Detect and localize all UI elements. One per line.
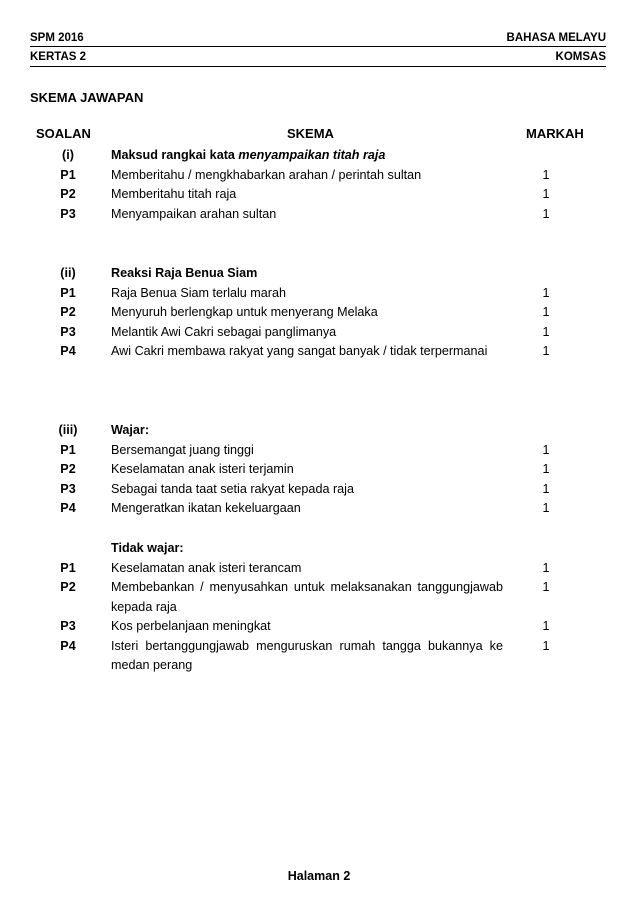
header-rule — [30, 46, 606, 47]
point-mark: 1 — [542, 580, 550, 594]
column-header-markah: MARKAH — [526, 126, 584, 141]
column-headers — [0, 126, 638, 144]
point-code: P1 — [60, 442, 76, 457]
point-mark: 1 — [542, 619, 550, 633]
point-code: P3 — [60, 206, 76, 221]
point-code: P2 — [60, 462, 76, 476]
answer-point-row — [0, 480, 638, 500]
section-heading-row — [0, 539, 638, 559]
header-rule — [30, 66, 606, 67]
header-row-2 — [30, 51, 606, 67]
point-code: P2 — [60, 305, 76, 319]
answer-section — [0, 539, 638, 676]
heading-italic-text: menyampaikan titah raja — [238, 148, 386, 162]
point-code: P1 — [60, 167, 76, 182]
point-code: P3 — [60, 481, 76, 496]
answer-point-row — [0, 342, 638, 362]
point-mark: 1 — [542, 167, 550, 182]
section-heading-row — [0, 421, 638, 441]
point-mark: 1 — [542, 638, 550, 653]
point-text: Memberitahu titah raja — [111, 187, 237, 201]
section-heading-row — [0, 146, 638, 166]
section-heading — [111, 146, 503, 166]
point-text: Bersemangat juang tinggi — [111, 442, 254, 457]
component-label: KOMSAS — [555, 51, 606, 63]
section-heading: Reaksi Raja Benua Siam — [111, 266, 258, 280]
answer-point-row — [0, 617, 638, 637]
answer-point-row — [0, 578, 638, 617]
point-mark: 1 — [542, 462, 550, 476]
point-text: Raja Benua Siam terlalu marah — [111, 285, 287, 300]
point-mark: 1 — [542, 187, 550, 201]
point-code: P1 — [60, 560, 76, 575]
point-code: P1 — [60, 285, 76, 300]
point-code: P2 — [60, 580, 76, 594]
answer-point-row — [0, 185, 638, 205]
exam-label: SPM 2016 — [30, 32, 84, 44]
point-code: P3 — [60, 324, 76, 339]
point-text: Menyuruh berlengkap untuk menyerang Melaka — [111, 305, 378, 319]
answer-point-row — [0, 323, 638, 343]
point-mark: 1 — [542, 344, 550, 358]
answer-point-row — [0, 166, 638, 186]
point-text: Keselamatan anak isteri terjamin — [111, 462, 294, 476]
point-mark: 1 — [542, 324, 550, 339]
point-text: Sebagai tanda taat setia rakyat kepada raja — [111, 481, 354, 496]
answer-point-row — [0, 499, 638, 519]
point-mark: 1 — [542, 481, 550, 496]
point-code: P4 — [60, 501, 76, 515]
answer-section — [0, 146, 638, 224]
point-text: Menyampaikan arahan sultan — [111, 206, 277, 221]
subject-label: BAHASA MELAYU — [506, 32, 606, 44]
section-heading: Tidak wajar: — [111, 541, 184, 555]
answer-point-row — [0, 303, 638, 323]
answer-section — [0, 264, 638, 362]
question-number: (ii) — [60, 266, 76, 280]
point-mark: 1 — [542, 501, 550, 515]
point-code: P4 — [60, 638, 76, 653]
point-code: P2 — [60, 187, 76, 201]
column-header-soalan: SOALAN — [36, 126, 91, 141]
answer-point-row — [0, 441, 638, 461]
answer-point-row — [0, 205, 638, 225]
point-code: P3 — [60, 619, 76, 633]
point-text: Melantik Awi Cakri sebagai panglimanya — [111, 324, 337, 339]
point-mark: 1 — [542, 560, 550, 575]
heading-text: Maksud rangkai kata — [111, 148, 239, 162]
paper-label: KERTAS 2 — [30, 51, 87, 63]
point-text: Awi Cakri membawa rakyat yang sangat banyak / tidak terpermanai — [111, 344, 488, 358]
point-text: Isteri bertanggungjawab menguruskan rumah tangga bukannya ke medan perang — [111, 638, 503, 672]
question-number: (iii) — [58, 423, 78, 437]
point-text: Mengeratkan ikatan kekeluargaan — [111, 501, 301, 515]
point-mark: 1 — [542, 206, 550, 221]
section-heading-row — [0, 264, 638, 284]
point-text: Membebankan / menyusahkan untuk melaksanakan tanggungjawab kepada raja — [111, 580, 503, 614]
point-code: P4 — [60, 344, 76, 358]
answer-point-row — [0, 559, 638, 579]
point-text: Memberitahu / mengkhabarkan arahan / perintah sultan — [111, 167, 422, 182]
answer-point-row — [0, 460, 638, 480]
page-title: SKEMA JAWAPAN — [30, 90, 144, 105]
point-mark: 1 — [542, 305, 550, 319]
answer-point-row — [0, 637, 638, 676]
column-header-skema: SKEMA — [287, 126, 334, 141]
section-heading: Wajar: — [111, 423, 150, 437]
answer-section — [0, 421, 638, 519]
point-text: Kos perbelanjaan meningkat — [111, 619, 271, 633]
question-number: (i) — [62, 148, 74, 162]
page-number: Halaman 2 — [287, 869, 351, 883]
answer-point-row — [0, 284, 638, 304]
point-mark: 1 — [542, 442, 550, 457]
point-mark: 1 — [542, 285, 550, 300]
point-text: Keselamatan anak isteri terancam — [111, 560, 302, 575]
